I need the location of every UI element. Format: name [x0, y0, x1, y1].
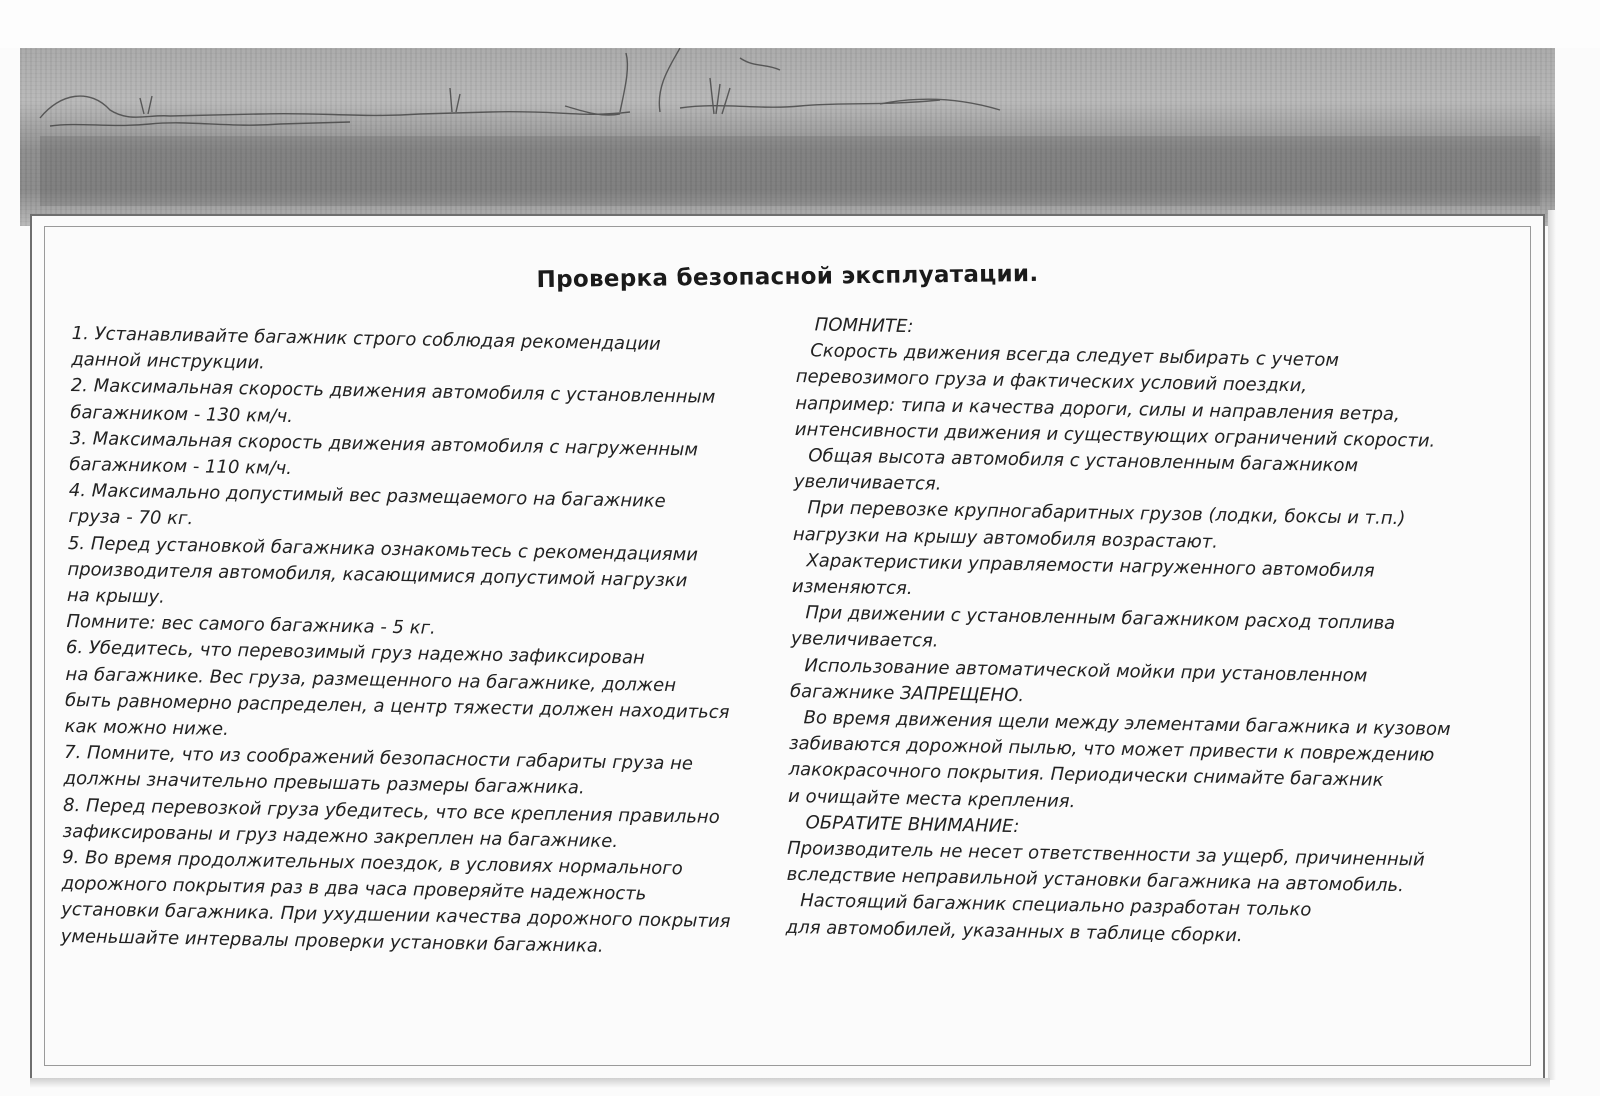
left-line: зафиксированы и груз надежно закреплен на багажнике. — [62, 820, 619, 852]
left-line: 6. Убедитесь, что перевозимый груз надежно зафиксирован — [65, 637, 645, 669]
left-line: как можно ниже. — [64, 715, 230, 740]
right-line: багажнике ЗАПРЕЩЕНО. — [789, 680, 1025, 707]
right-line: Скорость движения всегда следует выбирать с учетом — [810, 340, 1340, 372]
left-line: Помните: вес самого багажника - 5 кг. — [66, 611, 436, 639]
left-line: производителя автомобиля, касающимися допустимой нагрузки — [67, 558, 688, 592]
right-line: Использование автоматической мойки при установленном — [804, 654, 1368, 687]
right-line: увеличивается. — [790, 628, 939, 653]
right-line: и очищайте места крепления. — [787, 785, 1076, 812]
left-line: 8. Перед перевозкой груза убедитесь, что все крепления правильно — [62, 794, 720, 828]
left-line: 9. Во время продолжительных поездок, в условиях нормального — [61, 846, 683, 880]
right-line: забиваются дорожной пылью, что может привести к повреждению — [788, 733, 1435, 767]
left-line: должны значительно превышать размеры багажника. — [63, 768, 585, 799]
left-line: 3. Максимальная скорость движения автомобиля с нагруженным — [69, 427, 699, 461]
right-line: интенсивности движения и существующих ограничений скорости. — [794, 418, 1436, 452]
left-line: 4. Максимально допустимый вес размещаемого на багажнике — [68, 480, 666, 513]
left-line: 7. Помните, что из соображений безопасности габариты груза не — [63, 742, 694, 775]
right-line: для автомобилей, указанных в таблице сборки. — [785, 916, 1243, 946]
right-line: Производитель не несет ответственности за ущерб, причиненный — [786, 837, 1425, 871]
left-line: груза - 70 кг. — [68, 506, 194, 530]
right-line: При движении с установленным багажником расход топлива — [805, 602, 1396, 635]
left-line: данной инструкции. — [71, 349, 266, 374]
right-line: При перевозке крупногабаритных грузов (лодки, боксы и т.п.) — [807, 497, 1406, 530]
left-line: дорожного покрытия раз в два часа проверяйте надежность — [61, 873, 647, 905]
left-column — [60, 321, 741, 962]
left-line: 2. Максимальная скорость движения автомобиля с установленным — [70, 375, 716, 409]
right-heading-attention: ОБРАТИТЕ ВНИМАНИЕ: — [805, 812, 1020, 838]
left-line: багажником - 130 км/ч. — [70, 401, 294, 427]
page-shadow-bottom — [30, 1078, 1550, 1088]
left-line: 1. Устанавливайте багажник строго соблюдая рекомендации — [71, 322, 661, 355]
right-heading-remember: ПОМНИТЕ: — [814, 314, 914, 338]
left-line: быть равномерно распределен, а центр тяжести должен находиться — [64, 689, 730, 723]
right-line: Характеристики управляемости нагруженного автомобиля — [806, 550, 1375, 582]
left-line: багажником - 110 км/ч. — [69, 453, 293, 480]
right-line: нагрузки на крышу автомобиля возрастают. — [792, 523, 1219, 553]
left-line: установки багажника. При ухудшении качества дорожного покрытия — [61, 899, 731, 933]
scan-margin — [0, 0, 1600, 48]
landscape-sketch-icon — [20, 48, 1555, 226]
safety-panel — [30, 214, 1545, 1080]
right-line: Настоящий багажник специально разработан только — [800, 890, 1312, 921]
right-line: вследствие неправильной установки багажника на автомобиль. — [786, 864, 1405, 897]
right-line: лакокрасочного покрытия. Периодически снимайте багажник — [788, 759, 1384, 792]
right-line: например: типа и качества дороги, силы и направления ветра, — [795, 392, 1400, 425]
page-shadow-right — [1548, 210, 1556, 1080]
right-line: увеличивается. — [793, 471, 942, 495]
right-line: Общая высота автомобиля с установленным багажником — [808, 445, 1359, 477]
header-banner-image — [20, 48, 1555, 226]
right-line: Во время движения щели между элементами багажника и кузовом — [803, 707, 1451, 741]
right-line: изменяются. — [791, 575, 913, 600]
left-line: 5. Перед установкой багажника ознакомьтесь с рекомендациями — [67, 532, 699, 566]
left-line: уменьшайте интервалы проверки установки багажника. — [60, 925, 604, 957]
left-line: на багажнике. Вес груза, размещенного на багажнике, должен — [65, 663, 677, 696]
left-line: на крышу. — [66, 584, 166, 608]
right-column — [785, 312, 1457, 953]
right-line: перевозимого груза и фактических условий поездки, — [795, 366, 1308, 397]
page-title: Проверка безопасной эксплуатации. — [536, 260, 1039, 294]
